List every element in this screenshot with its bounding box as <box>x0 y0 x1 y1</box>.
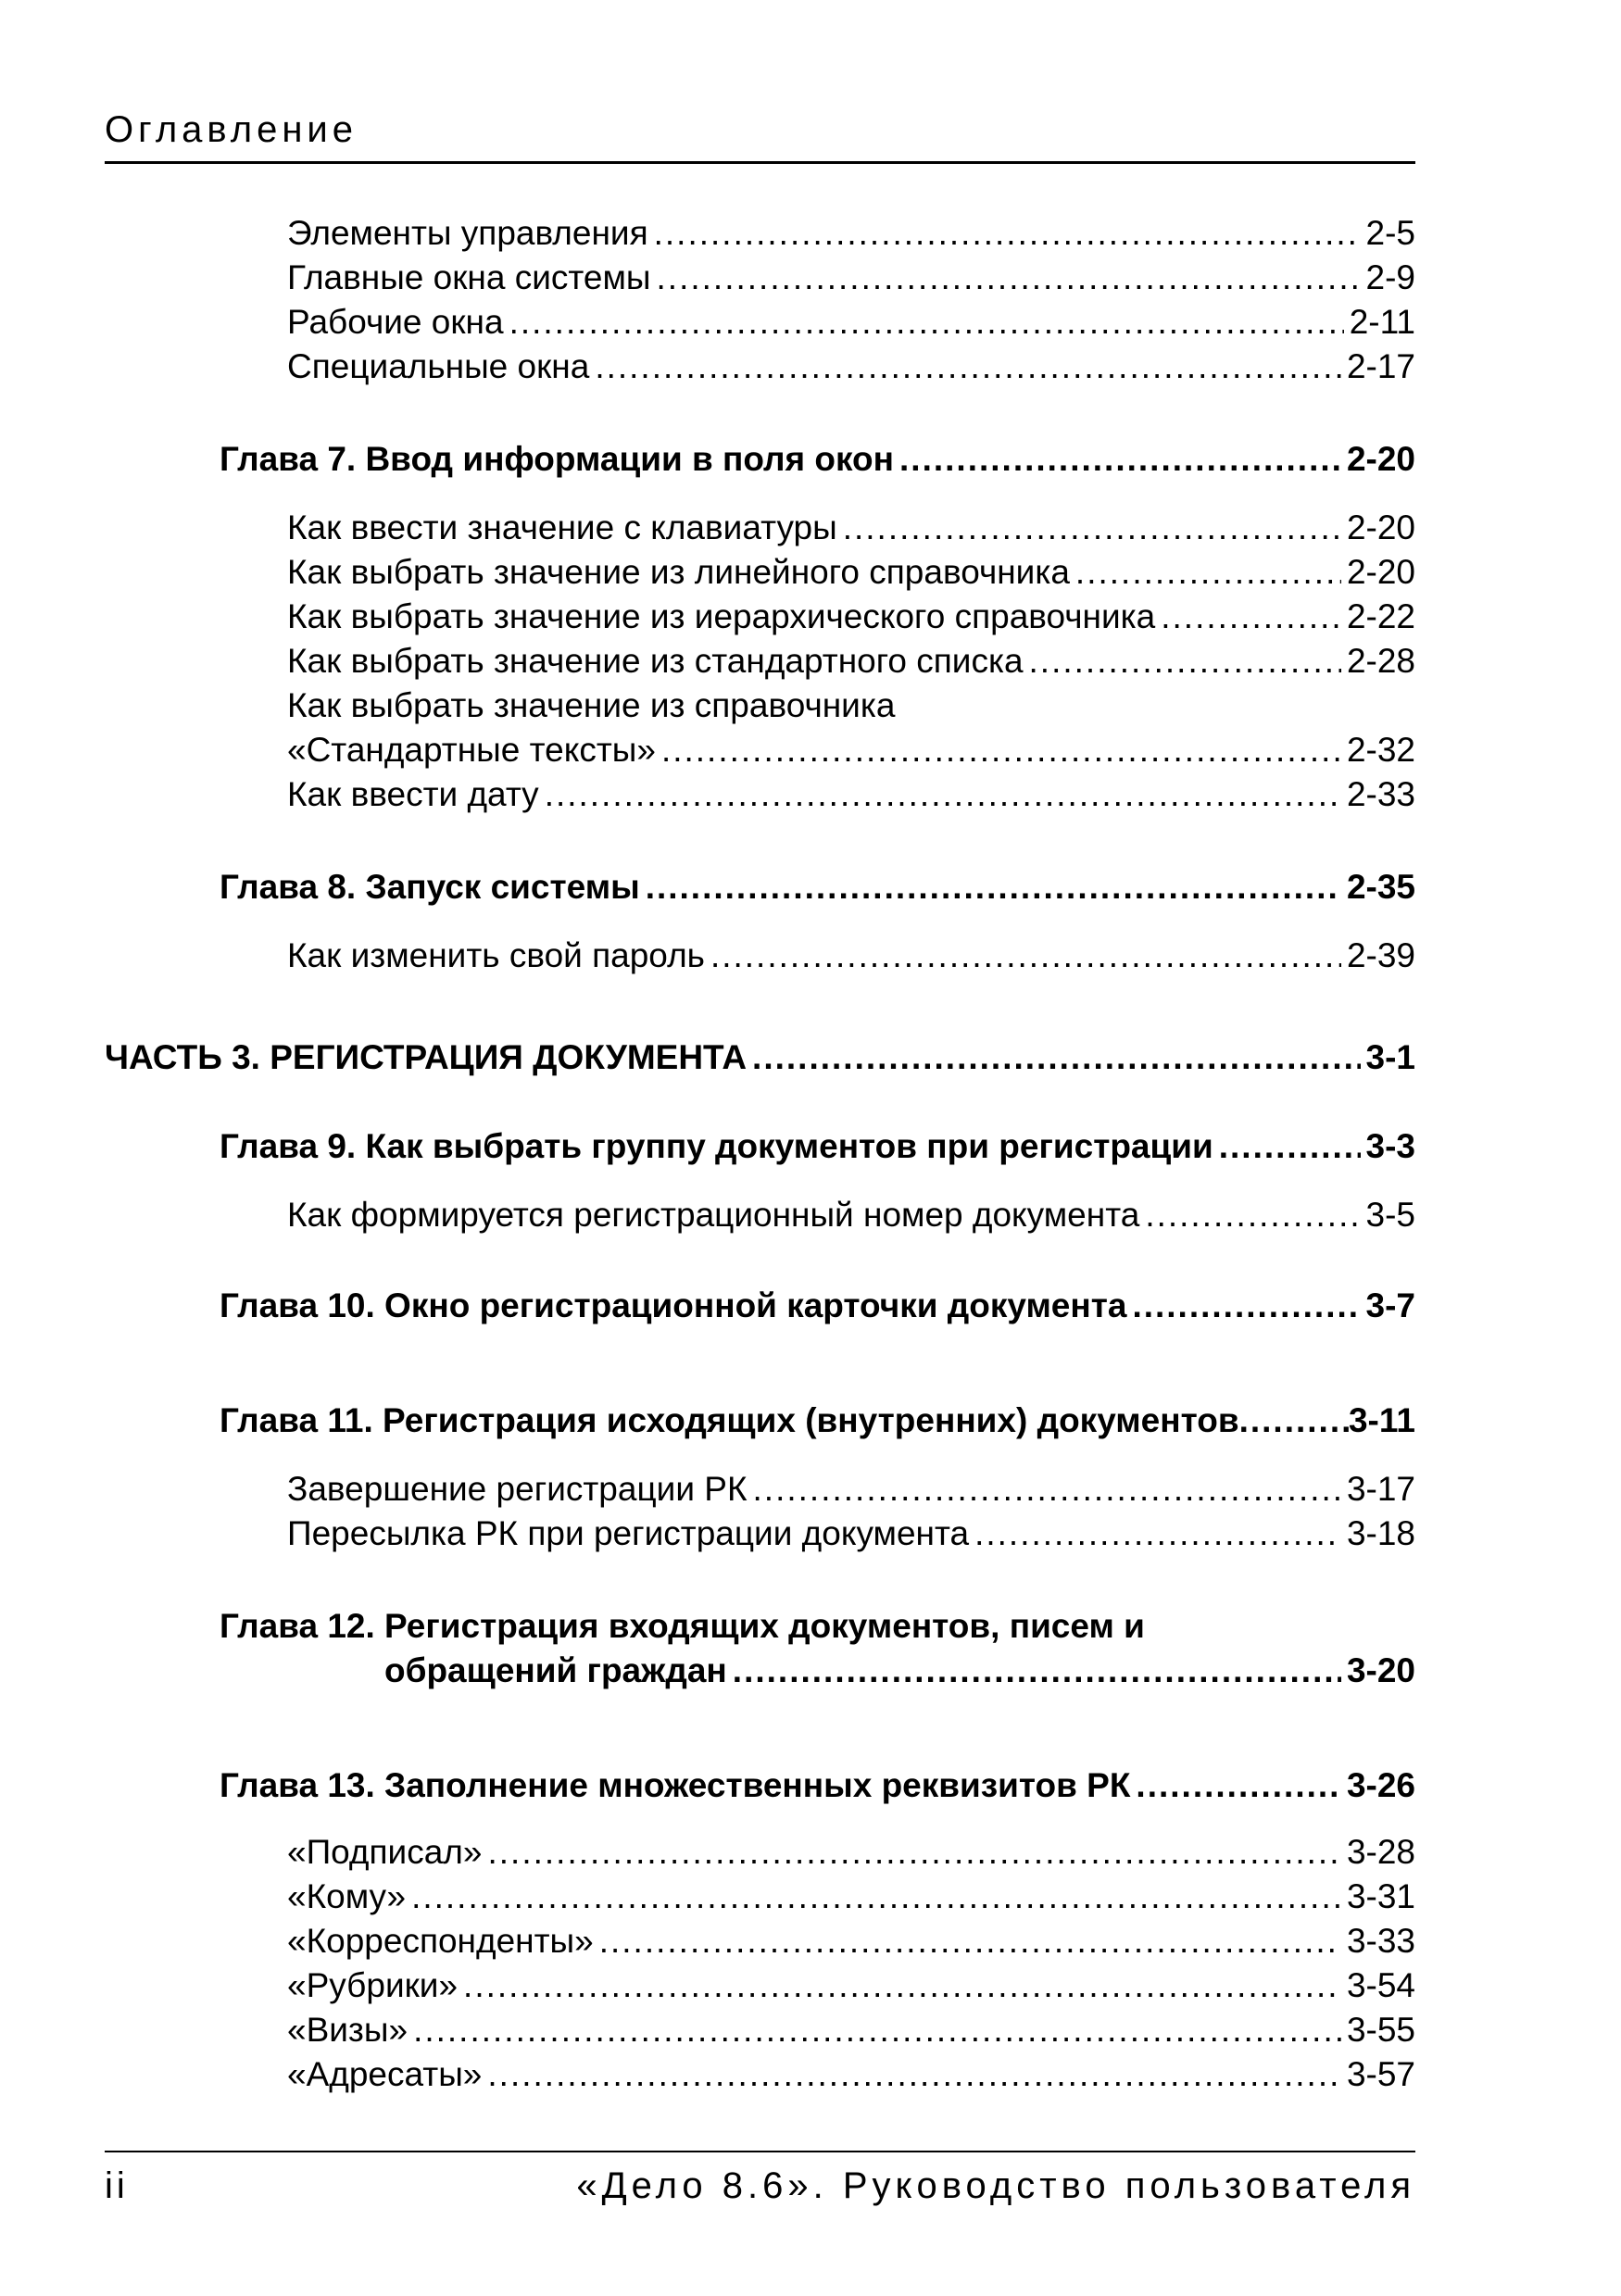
toc-entry-title: Как выбрать значение из линейного справочника <box>287 553 1070 591</box>
toc-entry <box>287 639 1415 684</box>
toc-chapter-title: Глава 13. Заполнение множественных реквизитов РК <box>220 1766 1131 1804</box>
toc-entry-title: «Рубрики» <box>287 1966 459 2004</box>
toc-entry <box>287 2008 1415 2052</box>
footer-page-number: ii <box>105 2165 129 2206</box>
toc-entry <box>287 256 1415 300</box>
toc-entry <box>287 1193 1415 1237</box>
toc-entry-page: 2-28 <box>1346 642 1415 680</box>
toc-leader-dots <box>1136 1763 1341 1808</box>
toc-entry-title: Как выбрать значение из иерархического справочника <box>287 597 1156 635</box>
toc-entry-page: 2-20 <box>1346 553 1415 591</box>
toc-chapter <box>220 1284 1415 1328</box>
toc-leader-dots <box>899 437 1341 482</box>
toc-leader-dots <box>487 2052 1341 2097</box>
toc-leader-dots <box>1239 1399 1349 1443</box>
toc-leader-dots <box>545 772 1341 817</box>
toc-entry-title: Главные окна системы <box>287 258 651 296</box>
toc-leader-dots <box>1219 1124 1361 1169</box>
toc-chapter-page: 2-20 <box>1346 440 1415 478</box>
toc-entry-title: Как формируется регистрационный номер документа <box>287 1196 1140 1234</box>
toc-chapter-title: Глава 11. Регистрация исходящих (внутренних) документов <box>220 1401 1239 1439</box>
toc-entry-title: Как изменить свой пароль <box>287 936 705 974</box>
toc-leader-dots <box>646 865 1341 910</box>
toc-leader-dots <box>661 728 1341 772</box>
toc-entry-title-line: Как выбрать значение из справочника <box>287 686 896 724</box>
header-rule <box>105 161 1415 164</box>
toc-entry-title: «Подписал» <box>287 1833 483 1871</box>
toc-leader-dots <box>752 1035 1360 1080</box>
toc-entry <box>287 595 1415 639</box>
toc-leader-dots <box>843 506 1341 550</box>
toc-entry-page: 3-55 <box>1346 2011 1415 2049</box>
toc-entry-page: 3-31 <box>1346 1877 1415 1915</box>
toc-entry <box>287 772 1415 817</box>
toc-entry-page: 2-17 <box>1346 347 1415 385</box>
toc-entry-page: 2-22 <box>1346 597 1415 635</box>
toc-entry <box>287 728 1415 772</box>
toc-entry-page: 3-57 <box>1346 2055 1415 2093</box>
toc-leader-dots <box>1132 1284 1360 1328</box>
toc-entry <box>287 2052 1415 2097</box>
toc-entry-page: 3-5 <box>1365 1196 1415 1234</box>
running-header-title: Оглавление <box>105 109 358 150</box>
toc-chapter-title: Глава 8. Запуск системы <box>220 868 640 906</box>
toc-part-page: 3-1 <box>1365 1038 1415 1076</box>
toc-entry-page: 3-17 <box>1346 1470 1415 1508</box>
toc-chapter <box>384 1649 1415 1693</box>
toc-chapter-page: 3-7 <box>1365 1286 1415 1324</box>
toc-chapter-title-line: Глава 12. Регистрация входящих документов, писем и <box>220 1607 1145 1645</box>
toc-leader-dots <box>411 1875 1341 1919</box>
toc-entry-title: Рабочие окна <box>287 303 504 341</box>
toc-entry-title: Как ввести дату <box>287 775 539 813</box>
footer-book-title: «Дело 8.6». Руководство пользователя <box>576 2165 1415 2206</box>
toc-entry-title: Завершение регистрации РК <box>287 1470 748 1508</box>
toc-chapter-page: 3-11 <box>1348 1401 1415 1439</box>
toc-entry-page: 3-54 <box>1346 1966 1415 2004</box>
toc-leader-dots <box>1145 1193 1360 1237</box>
toc-chapter-page: 3-20 <box>1346 1651 1415 1689</box>
toc-entry <box>287 934 1415 978</box>
toc-chapter-title: Глава 7. Ввод информации в поля окон <box>220 440 895 478</box>
toc-entry <box>287 300 1415 345</box>
toc-entry-title: Пересылка РК при регистрации документа <box>287 1514 970 1552</box>
toc-chapter-title: Глава 10. Окно регистрационной карточки документа <box>220 1286 1127 1324</box>
toc-entry <box>287 1964 1415 2008</box>
toc-entry <box>287 1512 1415 1556</box>
toc-entry-page: 2-33 <box>1346 775 1415 813</box>
toc-leader-dots <box>413 2008 1341 2052</box>
toc-entry-title: «Стандартные тексты» <box>287 731 656 769</box>
toc-entry <box>287 1875 1415 1919</box>
toc-entry <box>287 1467 1415 1512</box>
toc-leader-dots <box>974 1512 1341 1556</box>
toc-leader-dots <box>733 1649 1341 1693</box>
toc-entry-title: Специальные окна <box>287 347 590 385</box>
footer-rule <box>105 2151 1415 2152</box>
toc-chapter-page: 3-26 <box>1346 1766 1415 1804</box>
toc-leader-dots <box>654 211 1361 256</box>
toc-chapter-title: обращений граждан <box>384 1651 727 1689</box>
toc-leader-dots <box>753 1467 1341 1512</box>
toc-entry-title: «Адресаты» <box>287 2055 483 2093</box>
toc-entry-page: 2-11 <box>1349 303 1415 341</box>
toc-chapter <box>220 1763 1415 1808</box>
toc-chapter <box>220 437 1415 482</box>
toc-part <box>105 1035 1415 1080</box>
toc-entry-title: «Корреспонденты» <box>287 1922 594 1960</box>
toc-entry-page: 3-18 <box>1346 1514 1415 1552</box>
toc-leader-dots <box>1029 639 1341 684</box>
toc-entry <box>287 1830 1415 1875</box>
toc-entry-page: 2-39 <box>1346 936 1415 974</box>
toc-entry-page: 2-32 <box>1346 731 1415 769</box>
toc-entry <box>287 550 1415 595</box>
toc-chapter-page: 2-35 <box>1346 868 1415 906</box>
toc-part-title: ЧАСТЬ 3. РЕГИСТРАЦИЯ ДОКУМЕНТА <box>105 1038 748 1076</box>
toc-entry-page: 2-9 <box>1365 258 1415 296</box>
toc-entry <box>287 506 1415 550</box>
toc-leader-dots <box>487 1830 1340 1875</box>
toc-entry <box>287 1919 1415 1964</box>
toc-chapter <box>220 1124 1415 1169</box>
toc-entry-title: «Кому» <box>287 1877 407 1915</box>
toc-entry-page: 3-28 <box>1346 1833 1415 1871</box>
toc-leader-dots <box>509 300 1344 345</box>
toc-entry-page: 2-20 <box>1346 508 1415 546</box>
toc-chapter <box>220 865 1415 910</box>
toc-entry-title: «Визы» <box>287 2011 408 2049</box>
toc-leader-dots <box>1075 550 1341 595</box>
toc-entry <box>287 345 1415 389</box>
toc-leader-dots <box>710 934 1341 978</box>
toc-chapter <box>220 1399 1415 1443</box>
toc-chapter-title: Глава 9. Как выбрать группу документов при регистрации <box>220 1127 1213 1165</box>
toc-chapter-page: 3-3 <box>1365 1127 1415 1165</box>
toc-leader-dots <box>463 1964 1341 2008</box>
toc-entry-page: 3-33 <box>1346 1922 1415 1960</box>
toc-entry-title: Как ввести значение с клавиатуры <box>287 508 837 546</box>
toc-entry <box>287 211 1415 256</box>
toc-entry-page: 2-5 <box>1365 214 1415 252</box>
toc-leader-dots <box>1161 595 1341 639</box>
toc-leader-dots <box>657 256 1361 300</box>
toc-leader-dots <box>599 1919 1341 1964</box>
toc-leader-dots <box>595 345 1341 389</box>
toc-entry-title: Элементы управления <box>287 214 648 252</box>
toc-entry-title: Как выбрать значение из стандартного списка <box>287 642 1024 680</box>
